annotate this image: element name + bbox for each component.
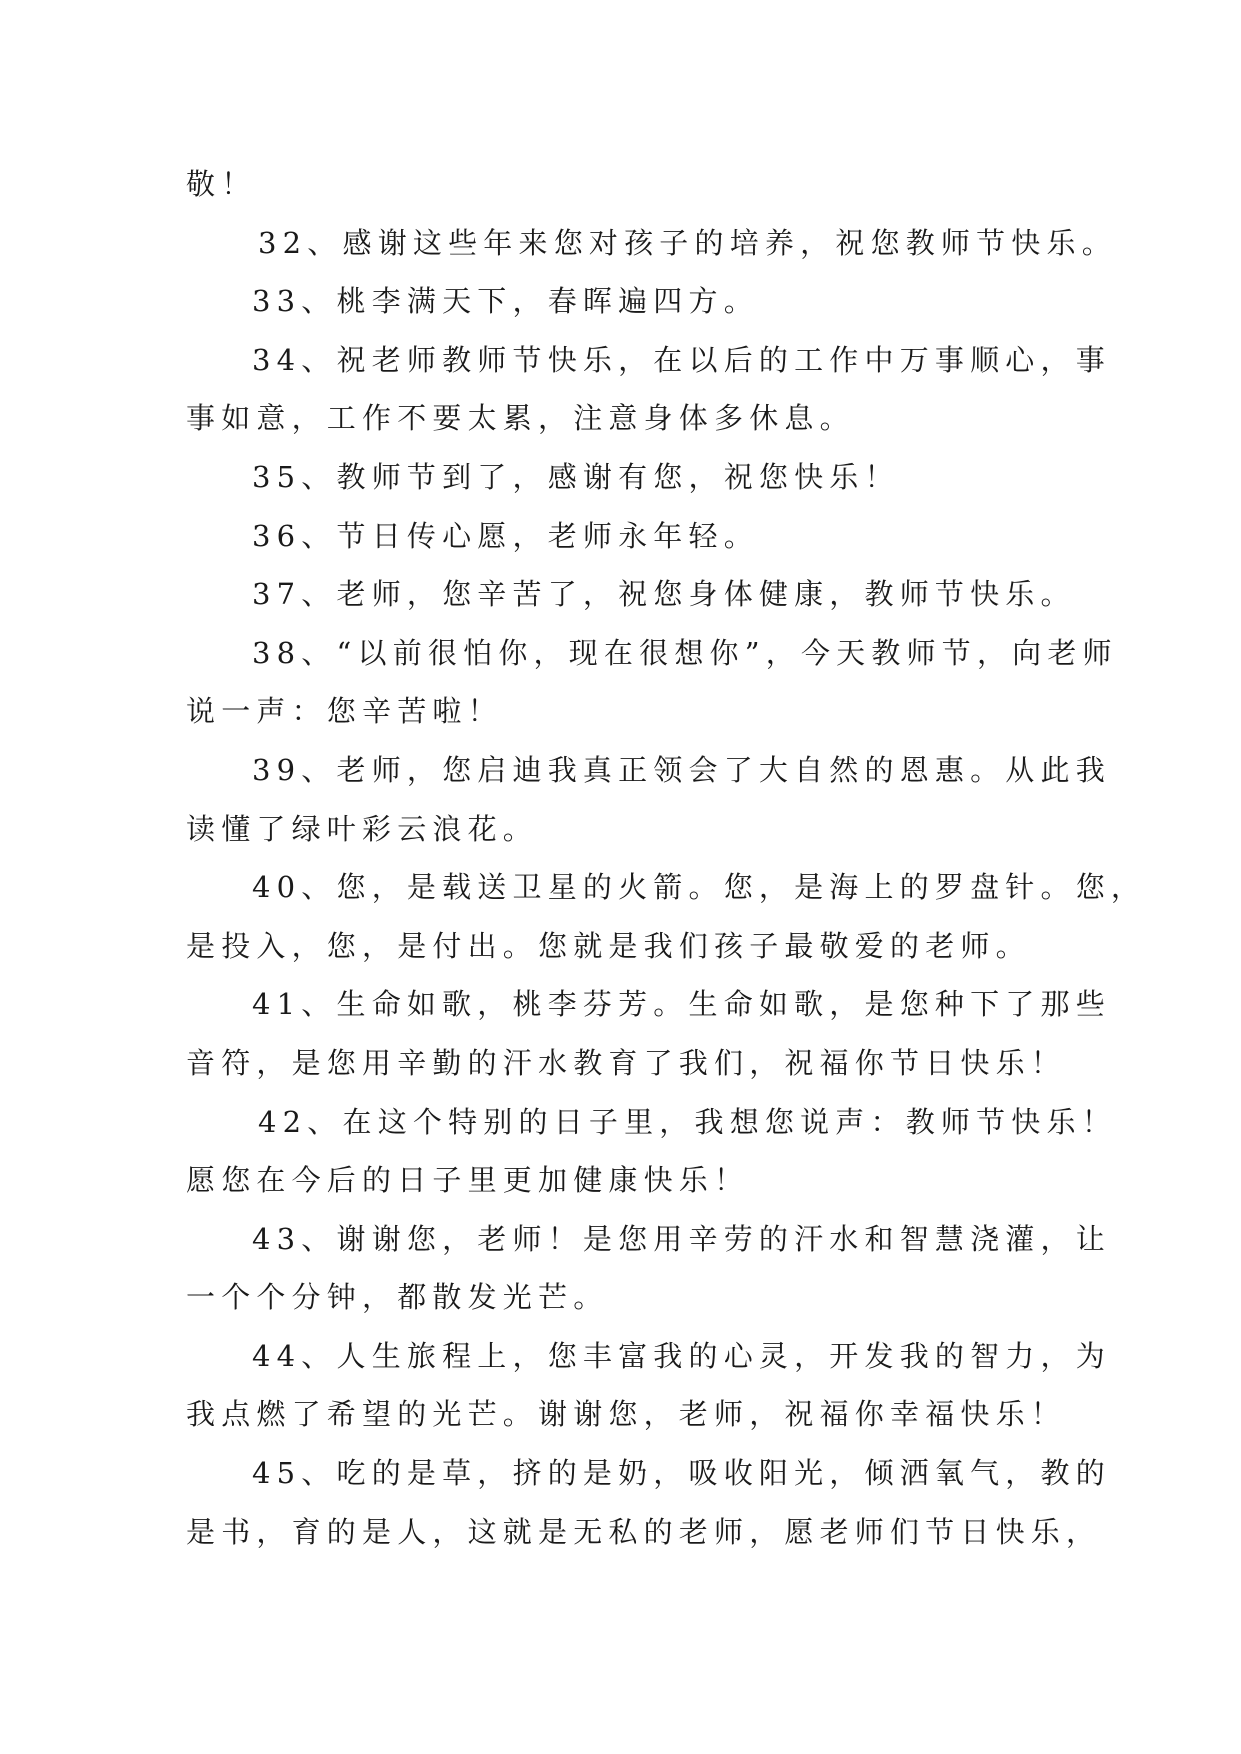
list-item-42-continuation: 愿您在今后的日子里更加健康快乐！	[186, 1163, 750, 1198]
text-line: 敬！	[186, 167, 257, 201]
list-item-41-continuation: 音符，是您用辛勤的汗水教育了我们，祝福你节日快乐！	[186, 1045, 1067, 1080]
list-item-34-continuation: 事如意，工作不要太累，注意身体多休息。	[186, 401, 855, 436]
document-body	[186, 155, 1147, 1561]
list-item-38: 38、“以前很怕你，现在很想你”，今天教师节，向老师	[252, 635, 1118, 670]
list-item-45: 45、吃的是草，挤的是奶，吸收阳光，倾洒氧气，教的	[252, 1456, 1111, 1491]
list-item-44-continuation: 我点燃了希望的光芒。谢谢您，老师，祝福你幸福快乐！	[186, 1397, 1067, 1432]
list-item-37: 37、老师，您辛苦了，祝您身体健康，教师节快乐。	[252, 577, 1076, 612]
list-item-34: 34、祝老师教师节快乐，在以后的工作中万事顺心，事	[252, 342, 1111, 377]
list-item-32: 32、感谢这些年来您对孩子的培养，祝您教师节快乐。	[258, 225, 1117, 260]
list-item-41: 41、生命如歌，桃李芬芳。生命如歌，是您种下了那些	[252, 987, 1111, 1022]
list-item-43: 43、谢谢您，老师！是您用辛劳的汗水和智慧浇灌，让	[252, 1221, 1111, 1256]
list-item-42: 42、在这个特别的日子里，我想您说声：教师节快乐！	[258, 1104, 1117, 1139]
list-item-36: 36、节日传心愿，老师永年轻。	[252, 518, 759, 553]
list-item-40-continuation: 是投入，您，是付出。您就是我们孩子最敬爱的老师。	[186, 928, 1031, 963]
list-item-45-continuation: 是书，育的是人，这就是无私的老师，愿老师们节日快乐，	[186, 1514, 1102, 1549]
list-item-38-continuation: 说一声：您辛苦啦！	[186, 694, 503, 729]
list-item-33: 33、桃李满天下，春晖遍四方。	[252, 284, 759, 319]
list-item-43-continuation: 一个个分钟，都散发光芒。	[186, 1280, 609, 1315]
list-item-44: 44、人生旅程上，您丰富我的心灵，开发我的智力，为	[252, 1338, 1111, 1373]
list-item-35: 35、教师节到了，感谢有您，祝您快乐！	[252, 459, 900, 494]
list-item-39: 39、老师，您启迪我真正领会了大自然的恩惠。从此我	[252, 752, 1111, 787]
list-item-40: 40、您，是载送卫星的火箭。您，是海上的罗盘针。您，	[252, 870, 1147, 905]
list-item-39-continuation: 读懂了绿叶彩云浪花。	[186, 811, 539, 846]
